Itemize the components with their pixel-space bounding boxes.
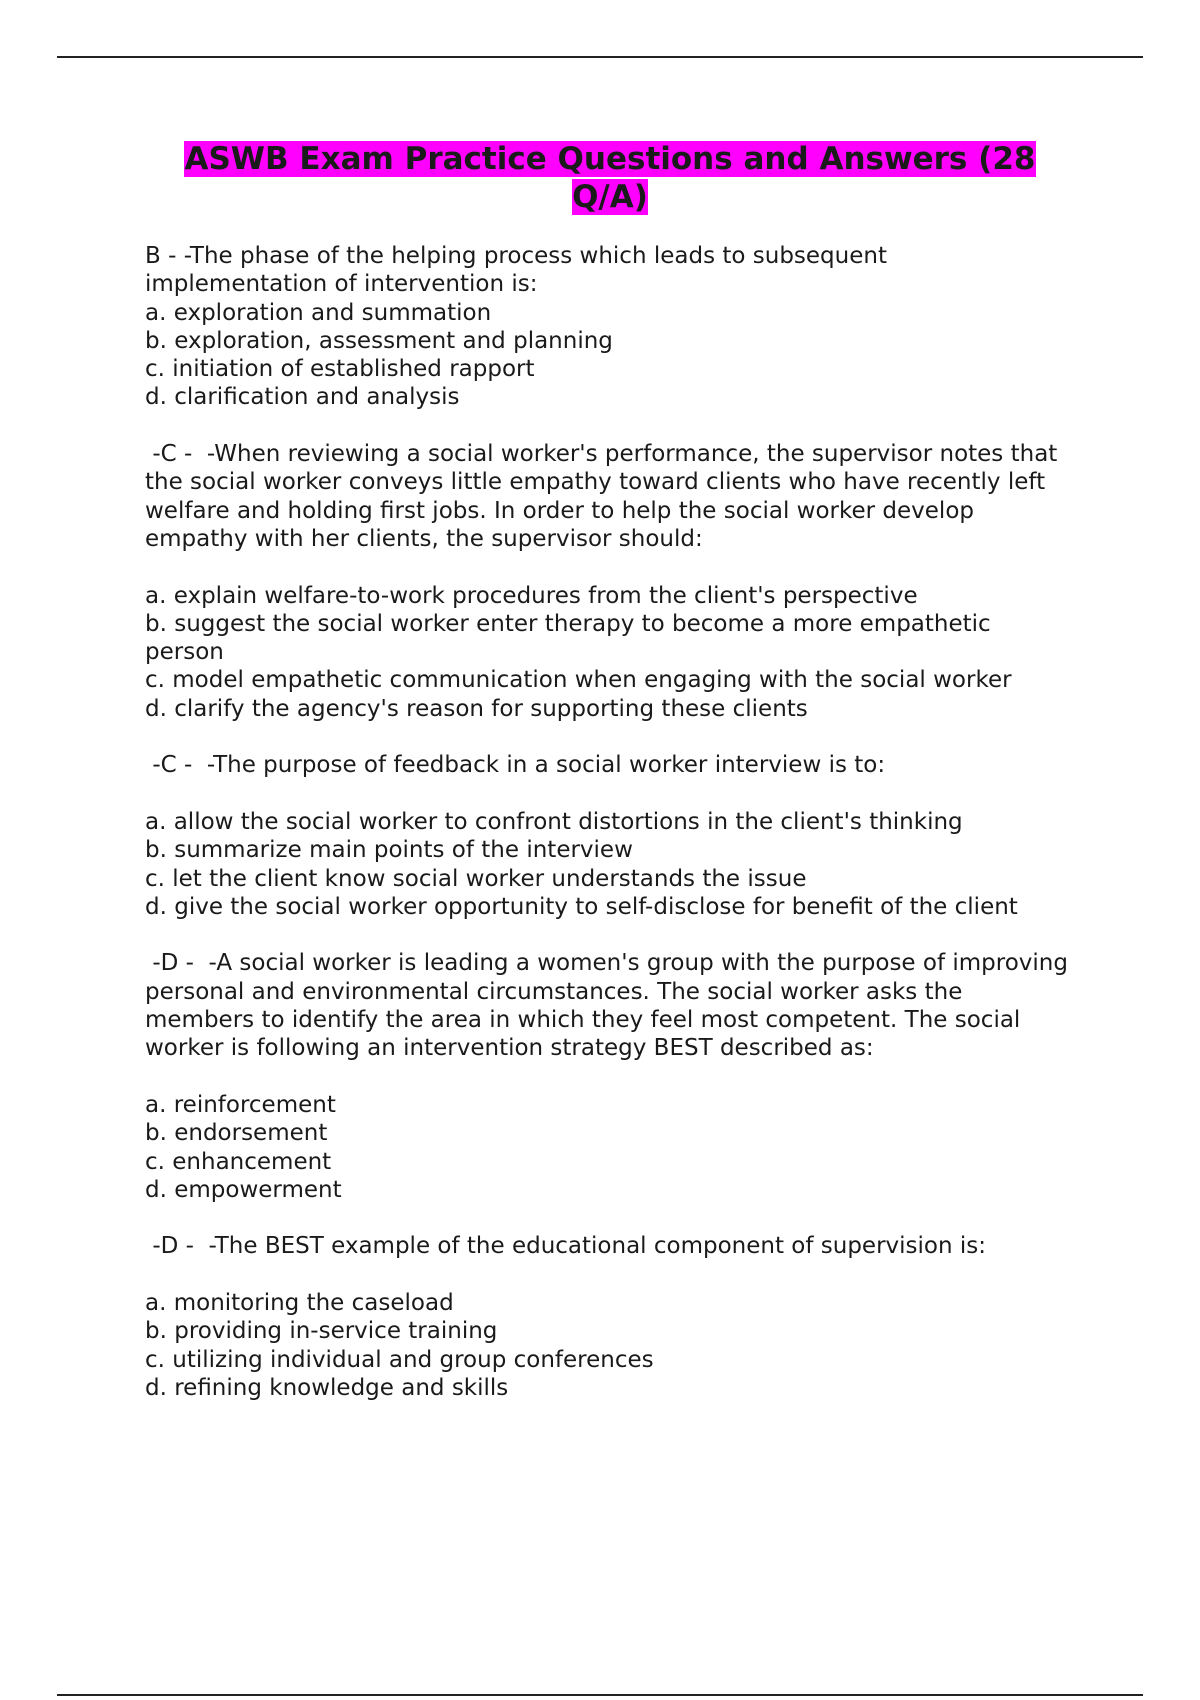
answer-options — [145, 582, 1075, 723]
answer-option: a. monitoring the caseload — [145, 1289, 454, 1316]
answer-option: d. clarification and analysis — [145, 384, 460, 411]
top-rule — [57, 56, 1143, 58]
question-block — [145, 949, 1075, 1204]
answer-option: c. let the client know social worker understands the issue — [145, 865, 807, 892]
answer-option: c. enhancement — [145, 1148, 332, 1175]
answer-option: b. suggest the social worker enter therapy to become a more empathetic person — [145, 610, 991, 666]
answer-options — [145, 808, 1075, 921]
answer-option: c. utilizing individual and group conferences — [145, 1346, 654, 1373]
question-block — [145, 440, 1075, 723]
answer-option: d. give the social worker opportunity to self-disclose for benefit of the client — [145, 893, 1018, 920]
spacer — [145, 553, 1075, 581]
question-stem: -C - -The purpose of feedback in a social worker interview is to: — [145, 752, 886, 779]
answer-option: a. reinforcement — [145, 1091, 336, 1118]
answer-options — [145, 299, 1075, 412]
answer-option: d. clarify the agency's reason for supporting these clients — [145, 695, 808, 722]
document-body — [145, 140, 1075, 1430]
answer-option: b. providing in-service training — [145, 1318, 498, 1345]
answer-option: a. explain welfare-to-work procedures from the client's perspective — [145, 582, 918, 609]
answer-option: c. model empathetic communication when engaging with the social worker — [145, 667, 1012, 694]
answer-option: a. allow the social worker to confront distortions in the client's thinking — [145, 808, 963, 835]
question-stem: -D - -The BEST example of the educational component of supervision is: — [145, 1233, 986, 1260]
spacer — [145, 780, 1075, 808]
spacer — [145, 1261, 1075, 1289]
answer-option: a. exploration and summation — [145, 299, 492, 326]
question-block — [145, 751, 1075, 921]
question-stem: B - -The phase of the helping process which leads to subsequent implementation of intervention is: — [145, 243, 887, 298]
answer-option: c. initiation of established rapport — [145, 356, 535, 383]
question-stem: -C - -When reviewing a social worker's performance, the supervisor notes that the social worker conveys little empathy toward clients who have recently left welfare and holding first jobs. In order to help the social worker develop empathy with her clients, the supervisor should: — [145, 441, 1065, 552]
answer-option: b. summarize main points of the interview — [145, 837, 633, 864]
document-title: ASWB Exam Practice Questions and Answers (28 Q/A) — [184, 141, 1036, 215]
answer-option: d. refining knowledge and skills — [145, 1374, 509, 1401]
bottom-rule — [57, 1694, 1143, 1696]
spacer — [145, 1063, 1075, 1091]
question-block — [145, 242, 1075, 412]
answer-option: b. endorsement — [145, 1120, 328, 1147]
question-block — [145, 1232, 1075, 1402]
answer-option: b. exploration, assessment and planning — [145, 327, 613, 354]
title-block — [145, 140, 1075, 216]
answer-option: d. empowerment — [145, 1176, 342, 1203]
question-stem: -D - -A social worker is leading a women's group with the purpose of improving personal and environmental circumstances. The social worker asks the members to identify the area in which they feel most competent. The social worker is following an intervention strategy BEST described as: — [145, 950, 1076, 1062]
answer-options — [145, 1289, 1075, 1402]
answer-options — [145, 1091, 1075, 1204]
